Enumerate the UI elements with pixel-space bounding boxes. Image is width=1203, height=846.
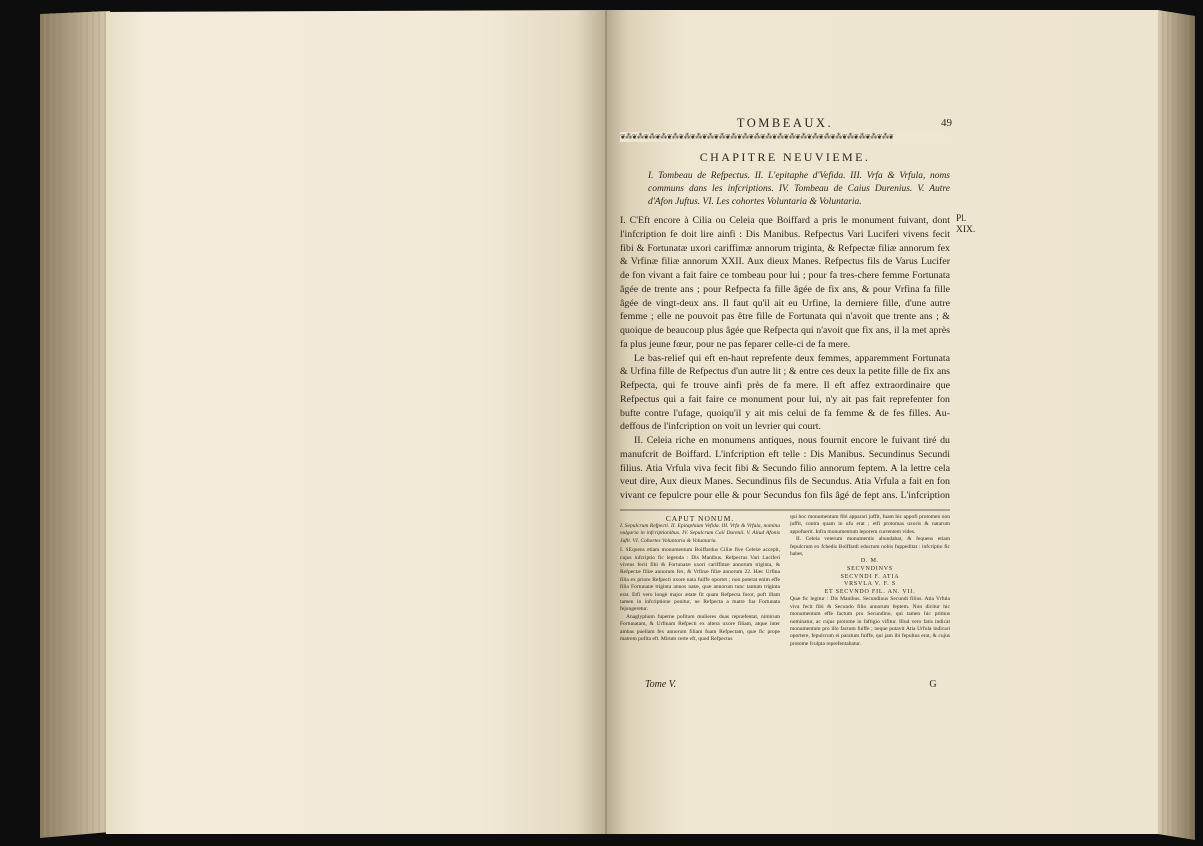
latin-heading: CAPUT NONUM. — [665, 514, 735, 523]
latin-paragraph-2: Anaglyphum fuperne pofitum mulieres duas repræfentat, nimirum Fortunatam, & Urfinam Refpecti ex altera uxore filiam, atque inter ambas puellam fex annorum filiam fuam Refpectam, quæ fic prope matrem pofita eft. Mirum certe eft, quod Refpectus — [620, 613, 780, 643]
inscription-line: VRSVLA V. F. S — [843, 581, 897, 588]
inscription-line: SECVNDINVS — [846, 566, 893, 573]
volume-signature: Tome V. — [645, 679, 677, 690]
latin-paragraph-5: Quæ fic legitur : Dis Manibus. Secundinus Secundi filius. Atia Vrfula viva fecit fibi & Secundo filio annorum feptem. Non dicitur hic monumentum effe factum pro Secundino, qui tamen hic primus nominatur, ac cujus protome in faftigio vifitur. Illud vero fatis indicat monumentum pro illo factum fuiffe ; neque putavit Atia Urfula indicari oportere, fepulcrum ei paratum fuiffe, qui jam ibi fepultus erat, & cujus protome fculpta reprefentabatur. — [790, 596, 950, 647]
headpiece-ornament: ❦⁂❦⁂❦⁂❦⁂❦⁂❦⁂❦⁂❦⁂❦⁂❦⁂❦⁂❦⁂❦⁂❦⁂❦⁂❦⁂❦⁂❦⁂❦⁂❦⁂❦⁂❦⁂❦⁂❦ — [620, 132, 950, 142]
french-paragraph-2: Le bas-relief qui eft en-haut reprefente deux femmes, apparemment Fortunata & Urfina fille de Refpectus d'un autre lit ; & entre ces deux la petite fille de fix ans Refpecta, qui fe trouve ainfi près de fa mere. Il eft affez extraordinaire que Refpectus qui a fait faire ce monument pour lui, n'y ait pas fait reprefenter fon bufte contre l'ufage, quoiqu'il y ait mis celui de fa femme & de fes filles. Au-deffous de l'infcription on voit un levrier qui court. — [620, 352, 950, 433]
plate-reference — [956, 214, 986, 236]
inscription-line: D. M. — [860, 558, 880, 565]
latin-paragraph-3: qui hoc monumentum fibi apparari juffit, fuam hic appofi protomen non juffit, contra quam in ufu erat ; etfi protomas uxoris & natarum appofuerit. Infra monumentum leporem currentem vides. — [790, 514, 950, 535]
running-title: TOMBEAUX. — [736, 116, 834, 130]
gathering-letter: G — [929, 679, 937, 690]
latin-paragraph-4: II. Celeia veterum monumentis abundabat, & fequens etiam fepulcrum ex fchedis Boiffardi eductum nobis fuppeditat : infcriptio fic habet, — [790, 536, 950, 558]
french-text — [620, 214, 950, 504]
inscription — [790, 558, 950, 596]
latin-paragraph-1: I. SEquens etiam monumentum Boiffardus Ciliæ five Celeiæ accepit, cujus infcriptio fic legenda : Dis Manibus. Refpectus Vari Luciferi vivens fecit fibi & Fortunatæ uxori cariffimæ annorum triginta, & Refpectæ filiæ annorum fex, & Vrfinæ filiæ annorum 22. Hæc Urfina filia ex priore Refpecti uxore nata fuiffe oportet ; non poterat enim effe filia Fortunatæ triginta annos natæ, quæ annorum tunc tantum triginta erat. Etfi vero longè major ætate fit quam Refpecta foror, poft illam tamen in infcriptione ponitur, ne Refpecta a matre fua Fortunata fejungeretur. — [620, 547, 780, 613]
plate-number: XIX. — [956, 225, 976, 235]
latin-column-right — [790, 514, 950, 676]
french-paragraph-1: I. C'Eft encore à Cilia ou Celeia que Boiffard a pris le monument fuivant, dont l'infcription fe doit lire ainfi : Dis Manibus. Refpectus Vari Luciferi vivens fecit fibi & Fortunatæ uxori cariffimæ annorum triginta, & Refpectæ filiæ annorum fex & Vrfinæ filiæ annorum XXII. Aux dieux Manes. Refpectus fils de Varus Lucifer de fon vivant a fait faire ce tombeau pour lui ; pour fa tres-chere femme Fortunata âgée de trente ans ; pour Refpecta fa fille âgée de fix ans, & pour Vrfina fa fille âgée de vingt-deux ans. Il faut qu'il ait eu Urfine, la derniere fille, d'une autre femme ; elle ne pouvoit pas être fille de Fortunata qui n'avoit que trente ans ; & quoique de beaucoup plus âgée que Refpecta qui n'avoit que fix ans, il la met après fa plus jeune fœur, pour ne pas feparer celle-ci de fa mere. — [620, 215, 950, 350]
chapter-title: CHAPITRE NEUVIEME. — [699, 150, 871, 164]
chapter-summary: I. Tombeau de Refpectus. II. L'epitaphe d'Vefida. III. Vrfa & Vrfula, noms communs dans les infcriptions. IV. Tombeau de Caius Durenius. V. Autre d'Afon Juftus. VI. Les cohortes Voluntaria & Voluntaria. — [648, 171, 950, 207]
french-paragraph-3: II. Celeia riche en monumens antiques, nous fournit encore le fuivant tiré du manufcrit de Boiffard. L'infcription eft telle : Dis Manibus. Secundinus Secundi filius. Atia Vrfula viva fecit fibi & Secundo filio annorum feptem. A la lettre cela veut dire, Aux dieux Manes. Secundinus fils de Secundus. Atia Vrfula a fait en fon vivant ce fepulcre pour elle & pour Secundus fon fils âgé de fept ans. L'infcription — [620, 435, 950, 501]
inscription-line: SECVNDI F. ATIA — [840, 573, 900, 580]
latin-column-left — [620, 514, 780, 676]
latin-summary: I. Sepulcrum Refpecti. II. Epitaphium Vefida. III. Vrfa & Vrfula, nomina vulgaria in infcriptionibus. IV. Sepulcrum Caii Durenii. V. Aliud Afonis Jufti. VI. Cohortes Voluntaria & Voluntaria. — [620, 523, 780, 544]
inscription-line: ET SECVNDO FIL. AN. VII. — [824, 588, 916, 595]
plate-label: Pl. — [956, 214, 967, 224]
page-number: 49 — [941, 117, 952, 129]
